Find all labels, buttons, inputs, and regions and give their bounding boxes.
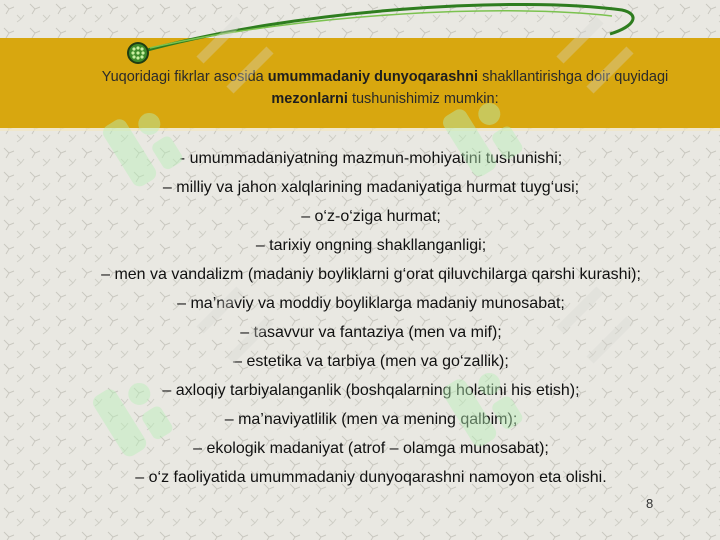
- criteria-list: [40, 144, 702, 492]
- intro-bold-1: umummadaniy dunyoqarashni: [267, 69, 479, 85]
- list-item: – tarixiy ongning shakllanganligi;: [255, 237, 487, 254]
- list-item: – milliy va jahon xalqlarining madaniyatiga hurmat tuyg‘usi;: [162, 179, 580, 196]
- list-item: – o‘z-o‘ziga hurmat;: [301, 208, 441, 225]
- intro-text: [70, 66, 700, 110]
- list-item: – ma’naviyatlilik (men va mening qalbim);: [224, 411, 518, 428]
- intro-part-2: shakllantirishga doir quyidagi: [478, 69, 669, 85]
- intro-part-3: tushunishimiz mumkin:: [347, 91, 499, 107]
- page-number: 8: [646, 496, 654, 511]
- banner-divider: [0, 128, 720, 131]
- green-dotted-circle-icon: [126, 41, 150, 65]
- intro-bold-2: mezonlarni: [271, 91, 348, 107]
- list-item: – ma’naviy va moddiy boyliklarga madaniy munosabat;: [177, 295, 565, 312]
- list-item: - umummadaniyatning mazmun-mohiyatini tushunishi;: [179, 150, 563, 167]
- green-swoosh-decoration: [0, 0, 720, 60]
- list-item: – o‘z faoliyatida umummadaniy dunyoqarashni namoyon eta olishi.: [135, 469, 607, 486]
- list-item: – ekologik madaniyat (atrof – olamga munosabat);: [193, 440, 549, 457]
- intro-part-1: Yuqoridagi fikrlar asosida: [101, 69, 268, 85]
- list-item: – axloqiy tarbiyalanganlik (boshqalarning holatini his etish);: [162, 382, 580, 399]
- list-item: – estetika va tarbiya (men va go‘zallik);: [233, 353, 509, 370]
- list-item: – men va vandalizm (madaniy boyliklarni g‘orat qiluvchilarga qarshi kurashi);: [101, 266, 641, 283]
- list-item: – tasavvur va fantaziya (men va mif);: [240, 324, 502, 341]
